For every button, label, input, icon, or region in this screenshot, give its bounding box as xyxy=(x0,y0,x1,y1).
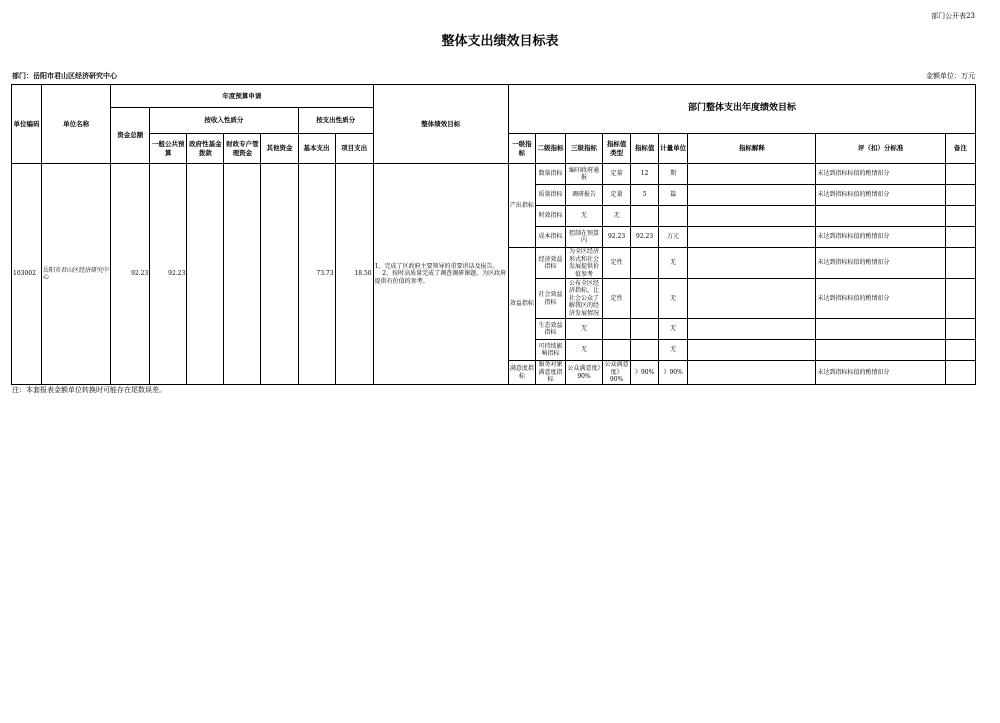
note-cell xyxy=(945,340,975,361)
value-cell: 92.23 xyxy=(631,227,659,248)
note-cell xyxy=(945,185,975,206)
header-overall-goal: 整体绩效目标 xyxy=(373,85,508,164)
type-cell: 定性 xyxy=(603,279,631,319)
score-cell: 未达到指标标值的酌情扣分 xyxy=(816,361,945,385)
department-label: 部门：岳阳市君山区经济研究中心 xyxy=(12,71,117,80)
explain-cell xyxy=(688,319,816,340)
type-cell xyxy=(603,319,631,340)
l2-cell: 质量指标 xyxy=(535,185,565,206)
l3-cell: 无 xyxy=(565,319,602,340)
header-unit-code: 单位编码 xyxy=(12,85,42,164)
note-cell xyxy=(945,206,975,227)
type-cell: 92.23 xyxy=(603,227,631,248)
explain-cell xyxy=(688,279,816,319)
header-level3: 三级指标 xyxy=(565,134,602,164)
explain-cell xyxy=(688,164,816,185)
measure-cell: 篇 xyxy=(659,185,688,206)
score-cell: 未达到指标标值的酌情扣分 xyxy=(816,185,945,206)
note-cell xyxy=(945,319,975,340)
footnote: 注：本套报表金额单位转换时可能存在尾数误差。 xyxy=(12,386,166,394)
header-value-type: 指标值类型 xyxy=(603,134,631,164)
value-cell xyxy=(631,248,659,279)
l2-cell: 社会效益指标 xyxy=(535,279,565,319)
l2-cell: 经济效益指标 xyxy=(535,248,565,279)
measure-cell: 期 xyxy=(659,164,688,185)
score-cell: 未达到指标标值的酌情扣分 xyxy=(816,279,945,319)
explain-cell xyxy=(688,361,816,385)
score-cell xyxy=(816,319,945,340)
score-cell: 未达到指标标值的酌情扣分 xyxy=(816,227,945,248)
measure-cell: 无 xyxy=(659,319,688,340)
header-general-budget: 一般公共预算 xyxy=(150,134,187,164)
explain-cell xyxy=(688,227,816,248)
score-cell xyxy=(816,206,945,227)
l2-cell: 服务对象满意度指标 xyxy=(535,361,565,385)
score-cell xyxy=(816,340,945,361)
header-special-fund: 财政专户管理资金 xyxy=(224,134,261,164)
l3-cell: 无 xyxy=(565,340,602,361)
l2-cell: 生态效益指标 xyxy=(535,319,565,340)
explain-cell xyxy=(688,206,816,227)
l2-cell: 成本指标 xyxy=(535,227,565,248)
l3-cell: 公布全区经济指标，让社会公众了解我区的经济发展情况 xyxy=(565,279,602,319)
header-value: 指标值 xyxy=(631,134,659,164)
type-cell: 定性 xyxy=(603,248,631,279)
note-cell xyxy=(945,164,975,185)
header-note: 备注 xyxy=(945,134,975,164)
level1-benefit: 效益指标 xyxy=(508,248,535,361)
score-cell: 未达到指标标值的酌情扣分 xyxy=(816,164,945,185)
basic-cell: 73.73 xyxy=(298,164,335,385)
measure-cell: 无 xyxy=(659,340,688,361)
header-score: 评（扣）分标准 xyxy=(816,134,945,164)
l3-cell: 公众满意度》90% xyxy=(565,361,602,385)
header-explain: 指标解释 xyxy=(688,134,816,164)
measure-cell: 无 xyxy=(659,248,688,279)
type-cell: 公众满意度》90% xyxy=(603,361,631,385)
l3-cell: 为全区经济形式和社会发展提供价值参考 xyxy=(565,248,602,279)
explain-cell xyxy=(688,185,816,206)
header-unit-name: 单位名称 xyxy=(42,85,111,164)
gov-fund-cell xyxy=(187,164,224,385)
note-cell xyxy=(945,279,975,319)
performance-goal-table xyxy=(11,84,976,385)
type-cell: 无 xyxy=(603,206,631,227)
note-cell xyxy=(945,361,975,385)
l3-cell: 编印政府通报 xyxy=(565,164,602,185)
header-by-expense: 按支出性质分 xyxy=(298,108,373,134)
header-total: 资金总额 xyxy=(111,108,150,164)
project-cell: 18.50 xyxy=(335,164,373,385)
measure-cell: 无 xyxy=(659,279,688,319)
l3-cell: 无 xyxy=(565,206,602,227)
header-level1: 一级指标 xyxy=(508,134,535,164)
header-project: 项目支出 xyxy=(335,134,373,164)
value-cell xyxy=(631,340,659,361)
value-cell xyxy=(631,319,659,340)
measure-cell: 》90% xyxy=(659,361,688,385)
header-annual-budget: 年度预算申请 xyxy=(111,85,373,108)
overall-goal-cell: 1、完成了区政府主要领导的重要讲话及报告。 2、按时高质量完成了调查调研课题，为区政府提供有价值的参考。 xyxy=(373,164,508,385)
explain-cell xyxy=(688,248,816,279)
l3-cell: 控制在预算内 xyxy=(565,227,602,248)
table-number-label: 部门公开表23 xyxy=(931,12,975,20)
type-cell: 定量 xyxy=(603,164,631,185)
header-level2: 二级指标 xyxy=(535,134,565,164)
special-fund-cell xyxy=(224,164,261,385)
l3-cell: 调研报告 xyxy=(565,185,602,206)
l2-cell: 时效指标 xyxy=(535,206,565,227)
general-budget-cell: 92.23 xyxy=(150,164,187,385)
value-cell xyxy=(631,279,659,319)
table-row xyxy=(12,164,976,185)
level1-satisfaction: 满意度指标 xyxy=(508,361,535,385)
note-cell xyxy=(945,227,975,248)
header-by-income: 按收入性质分 xyxy=(150,108,298,134)
measure-cell xyxy=(659,206,688,227)
level1-output: 产出指标 xyxy=(508,164,535,248)
l2-cell: 可持续影响指标 xyxy=(535,340,565,361)
l2-cell: 数量指标 xyxy=(535,164,565,185)
amount-unit-label: 金额单位：万元 xyxy=(926,72,975,80)
type-cell xyxy=(603,340,631,361)
note-cell xyxy=(945,248,975,279)
value-cell xyxy=(631,206,659,227)
header-measure: 计量单位 xyxy=(659,134,688,164)
page-title: 整体支出绩效目标表 xyxy=(441,34,559,49)
value-cell: 12 xyxy=(631,164,659,185)
type-cell: 定量 xyxy=(603,185,631,206)
header-gov-fund: 政府性基金拨款 xyxy=(187,134,224,164)
unit-name-cell: 岳阳市君山区经济研究中心 xyxy=(42,164,111,385)
explain-cell xyxy=(688,340,816,361)
value-cell: 5 xyxy=(631,185,659,206)
measure-cell: 万元 xyxy=(659,227,688,248)
score-cell: 未达到指标标值的酌情扣分 xyxy=(816,248,945,279)
header-other-fund: 其他资金 xyxy=(261,134,298,164)
value-cell: 》90% xyxy=(631,361,659,385)
other-fund-cell xyxy=(261,164,298,385)
header-dept-goal: 部门整体支出年度绩效目标 xyxy=(508,85,975,134)
total-cell: 92.23 xyxy=(111,164,150,385)
unit-code-cell: 103002 xyxy=(12,164,42,385)
header-basic: 基本支出 xyxy=(298,134,335,164)
